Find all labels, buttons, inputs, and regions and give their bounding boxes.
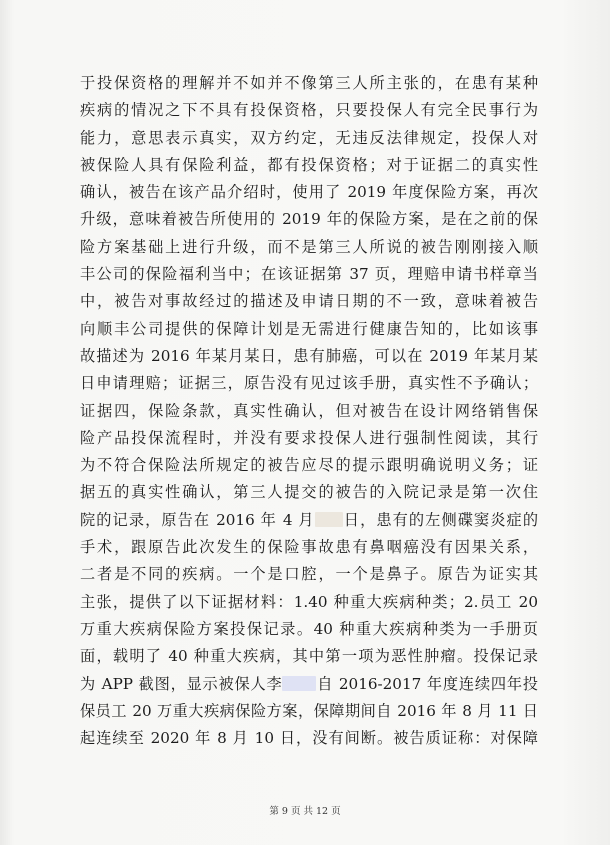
text-line: 证据四，保险条款，真实性确认，但对被告在设计网络销售保 (80, 401, 538, 420)
document-body (80, 70, 538, 752)
page-footer: 第 9 页 共 12 页 (269, 806, 341, 817)
text-line: 中，被告对事故经过的描述及申请日期的不一致，意味着被告 (80, 292, 538, 311)
text-line: 丰公司的保险福利当中；在该证据第 37 页，理赔申请书样章当 (80, 265, 538, 284)
text-line: 于投保资格的理解并不如并不像第三人所主张的，在患有某种 (80, 74, 538, 92)
text-line: 为不符合保险法所规定的被告应尽的提示跟明确说明义务；证 (80, 456, 538, 475)
text-line: 万重大疾病保险方案投保记录。40 种重大疾病种类为一手册页 (80, 619, 538, 638)
text-segment: 自 2016-2017 年度连续四年投 (316, 674, 538, 693)
text-line: 疾病的情况之下不具有投保资格，只要投保人有完全民事行为 (80, 101, 538, 120)
redaction-mask (315, 512, 343, 527)
text-line: 据五的真实性确认，第三人提交的被告的入院记录是第一次住 (80, 483, 538, 502)
text-line: 保员工 20 万重大疾病保险方案，保障期间自 2016 年 8 月 11 日 (80, 701, 538, 720)
text-line: 二者是不同的疾病。一个是口腔，一个是鼻子。原告为证实其 (80, 565, 538, 584)
text-line: 险方案基础上进行升级，而不是第三人所说的被告刚刚接入顺 (80, 237, 538, 256)
text-line: 日申请理赔；证据三，原告没有见过该手册，真实性不予确认； (80, 374, 538, 393)
text-line: 能力，意思表示真实，双方约定，无违反法律规定，投保人对 (80, 128, 538, 147)
text-line: 手术，跟原告此次发生的保险事故患有鼻咽癌没有因果关系， (80, 538, 538, 557)
text-line: 起连续至 2020 年 8 月 10 日，没有间断。被告质证称：对保障 (80, 729, 538, 748)
text-line: 确认，被告在该产品介绍时，使用了 2019 年度保险方案，再次 (80, 183, 538, 202)
text-line: 主张，提供了以下证据材料：1.40 种重大疾病种类；2.员工 20 (80, 592, 538, 611)
text-line: 险产品投保流程时，并没有要求投保人进行强制性阅读，其行 (80, 428, 538, 447)
text-line: 故描述为 2016 年某月某日，患有肺癌，可以在 2019 年某月某 (80, 346, 538, 365)
redaction-mask (282, 676, 316, 691)
text-segment: 院的记录，原告在 2016 年 4 月 (80, 510, 315, 529)
text-line: 升级，意味着被告所使用的 2019 年的保险方案，是在之前的保 (80, 210, 538, 229)
text-line: 被保险人具有保险利益，都有投保资格；对于证据二的真实性 (80, 155, 538, 174)
text-segment: 为 APP 截图，显示被保人李 (80, 674, 283, 693)
text-line (80, 671, 538, 698)
text-line: 向顺丰公司提供的保障计划是无需进行健康告知的，比如该事 (80, 319, 538, 338)
text-line: 面，载明了 40 种重大疾病，其中第一项为恶性肿瘤。投保记录 (80, 647, 538, 666)
text-segment: 日，患有的左侧碟窦炎症的 (342, 510, 538, 529)
text-line (80, 507, 538, 534)
